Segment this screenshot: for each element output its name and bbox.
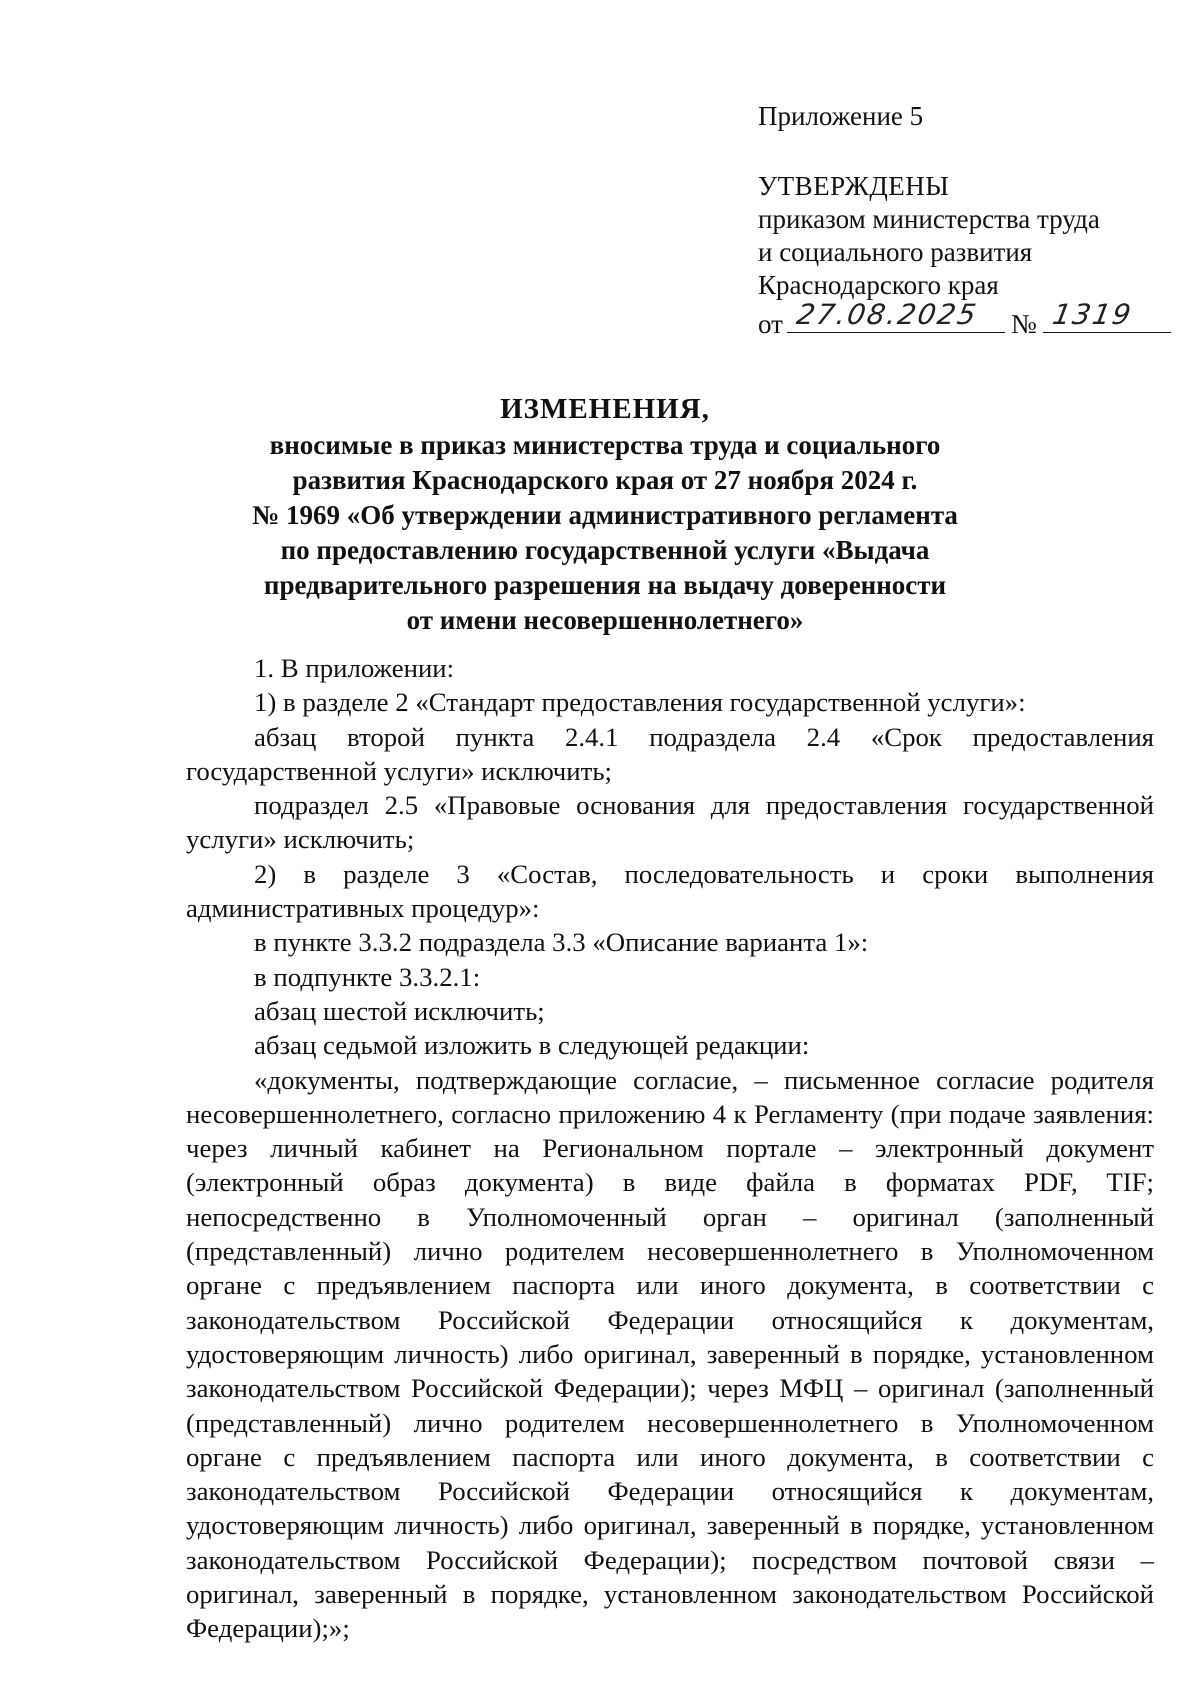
handwritten-date: 27.08.2025	[794, 298, 981, 331]
paragraph-6: в пункте 3.3.2 подраздела 3.3 «Описание варианта 1»:	[254, 927, 869, 958]
approval-line-1: приказом министерства труда	[758, 204, 1100, 234]
title-main: ИЗМЕНЕНИЯ,	[500, 393, 710, 425]
paragraph-1: 1. В приложении:	[254, 653, 455, 683]
appendix-label: Приложение 5	[758, 101, 924, 131]
document-title	[150, 392, 1060, 638]
approved-heading: УТВЕРЖДЕНЫ	[758, 171, 950, 201]
paragraph-5: 2) в разделе 3 «Состав, последовательность и сроки выполнения административных процедур»:	[186, 858, 1154, 924]
date-field	[787, 298, 1005, 333]
document-body	[186, 651, 1154, 1646]
approval-block	[758, 100, 1158, 341]
from-label: от	[758, 309, 783, 339]
title-line-5: предварительного разрешения на выдачу доверенности	[263, 570, 947, 600]
title-line-2: развития Краснодарского края от 27 ноября 2024 г.	[292, 465, 918, 495]
paragraph-3: абзац второй пункта 2.4.1 подраздела 2.4 «Срок предоставления государственной услуги» исключить;	[186, 721, 1154, 786]
paragraph-8: абзац шестой исключить;	[254, 995, 545, 1026]
paragraph-2: 1) в разделе 2 «Стандарт предоставления государственной услуги»:	[254, 687, 1026, 718]
approval-line-3: Краснодарского края	[758, 270, 999, 300]
order-reference	[758, 298, 1158, 341]
paragraph-10: «документы, подтверждающие согласие, – письменное согласие родителя несовершеннолетнего, согласно приложению 4 к Регламенту (при подаче заявления: через личный кабинет на Региональном портале – электронный документ (электронный образ документа) в виде файла в форматах PDF, TIF; непосредственно в Уполномоченный орган – оригинал (заполненный (представленный) лично родителем несовершеннолетнего в Уполномоченном органе с предъявлением паспорта или иного документа, в соответствии с законодательством Российской Федерации относящийся к документам, удостоверяющим личность) либо оригинал, заверенный в порядке, установленном законодательством Российской Федерации); через МФЦ – оригинал (заполненный (представленный) лично родителем несовершеннолетнего в Уполномоченном органе с предъявлением паспорта или иного документа, в соответствии с законодательством Российской Федерации относящийся к документам, удостоверяющим личность) либо оригинал, заверенный в порядке, установленном законодательством Российской Федерации); посредством почтовой связи – оригинал, заверенный в порядке, установленном законодательством Российской Федерации);»;	[186, 1064, 1154, 1644]
number-label: №	[1010, 309, 1037, 339]
paragraph-9: абзац седьмой изложить в следующей редакции:	[254, 1030, 810, 1061]
approval-line-2: и социального развития	[758, 237, 1033, 267]
title-line-4: по предоставлению государственной услуги «Выдача	[280, 535, 930, 565]
number-field	[1043, 298, 1171, 333]
paragraph-4: подраздел 2.5 «Правовые основания для предоставления государственной услуги» исключить;	[186, 790, 1154, 855]
handwritten-number: 1319	[1049, 298, 1135, 331]
paragraph-7: в подпункте 3.3.2.1:	[254, 961, 481, 992]
title-line-6: от имени несовершеннолетнего»	[406, 605, 804, 635]
title-line-3: № 1969 «Об утверждении административного регламента	[252, 500, 958, 530]
title-line-1: вносимые в приказ министерства труда и социального	[269, 430, 941, 460]
